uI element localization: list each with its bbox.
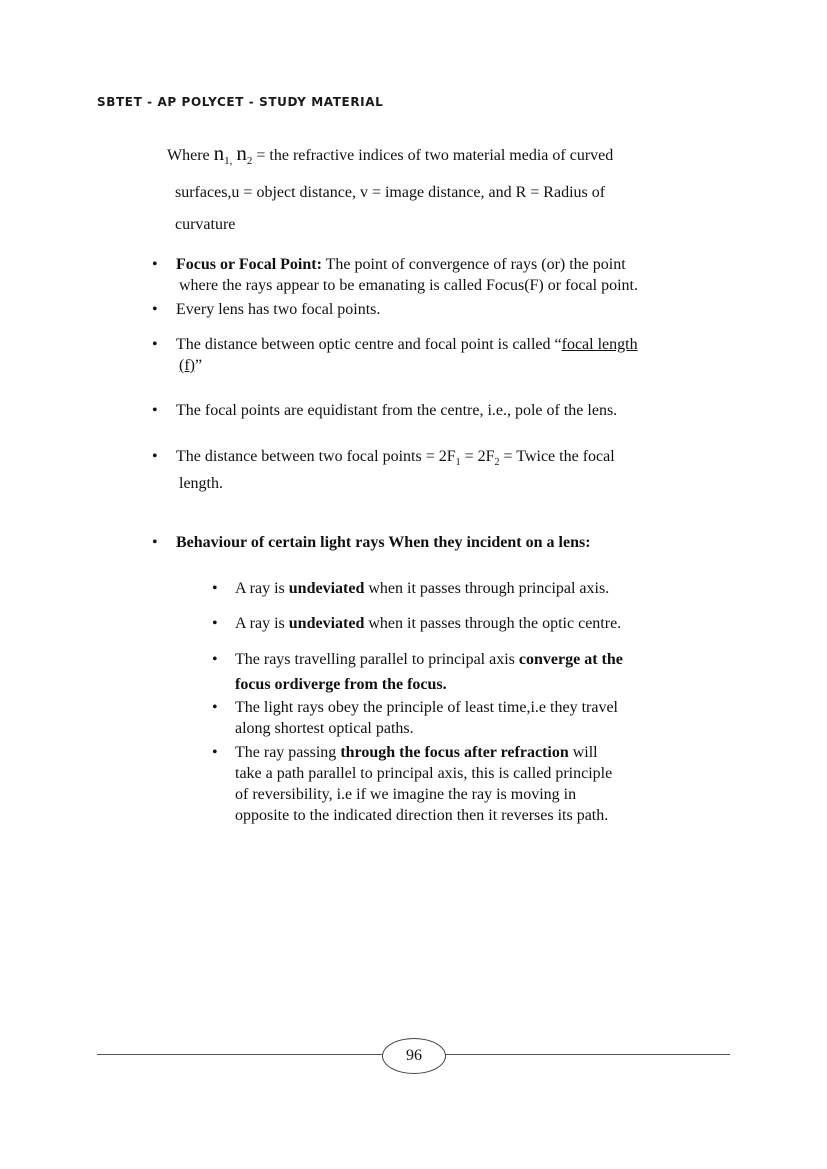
- bullet-icon: •: [152, 402, 158, 419]
- sub-bullet-parallel-rays: [212, 649, 672, 695]
- bullet-text-cont: length.: [179, 475, 223, 493]
- intro-line-2: surfaces,u = object distance, v = image distance, and R = Radius of: [175, 184, 606, 202]
- behaviour-heading: Behaviour of certain light rays When they incident on a lens:: [176, 534, 591, 551]
- focus-term: Focus or Focal Point:: [176, 256, 322, 273]
- undeviated-term: undeviated: [288, 615, 365, 632]
- bullet-distance: [152, 446, 692, 494]
- bullet-text: Every lens has two focal points.: [176, 301, 381, 318]
- focus-definition: The point of convergence of rays (or) the point: [321, 256, 626, 273]
- where-word: Where: [167, 147, 210, 164]
- intro-paragraph: [167, 143, 727, 235]
- bullet-two-focal-points: [152, 299, 692, 320]
- focus-refraction-term: through the focus after refraction: [340, 744, 569, 761]
- bullet-text: The distance between two focal points = 2F: [176, 448, 456, 465]
- page-number-badge: [382, 1038, 446, 1074]
- bullet-icon: •: [152, 256, 158, 273]
- sub-text-cont: along shortest optical paths.: [235, 720, 414, 737]
- focal-length-term: focal length: [561, 336, 638, 353]
- sub-text: A ray is: [235, 580, 289, 597]
- bullet-text: The focal points are equidistant from the centre, i.e., pole of the lens.: [176, 402, 618, 419]
- page-number: 96: [406, 1047, 422, 1064]
- n2-subscript: 2: [246, 155, 253, 168]
- bullet-icon: •: [212, 580, 218, 597]
- sub-text: The rays travelling parallel to principal axis: [235, 651, 519, 668]
- f1-subscript: 1: [455, 457, 461, 469]
- closing-quote: ”: [194, 357, 203, 374]
- undeviated-term: undeviated: [288, 580, 365, 597]
- footer-rule-left: [97, 1054, 384, 1055]
- sub-text: when it passes through the optic centre.: [364, 615, 622, 632]
- bullet-icon: •: [152, 534, 158, 551]
- intro-line-1: [167, 143, 727, 171]
- n-symbol: n: [236, 141, 247, 165]
- bullet-focus: [152, 254, 692, 296]
- intro-line-1-text: = the refractive indices of two material media of curved: [256, 147, 614, 164]
- f2-subscript: 2: [494, 457, 500, 469]
- bullet-text: = 2F: [460, 448, 495, 465]
- sub-text: The ray passing: [235, 744, 341, 761]
- converge-term: converge at the: [518, 651, 623, 668]
- bullet-icon: •: [152, 301, 158, 318]
- bullet-icon: •: [152, 448, 158, 465]
- bullet-focal-length: [152, 334, 692, 376]
- sub-bullet-least-time: [212, 697, 672, 739]
- diverge-term: focus ordiverge from the focus.: [235, 676, 447, 693]
- bullet-equidistant: [152, 400, 692, 421]
- focus-definition-cont: where the rays appear to be emanating is called Focus(F) or focal point.: [179, 277, 638, 294]
- bullet-behaviour-heading: [152, 532, 692, 553]
- sub-text-cont: take a path parallel to principal axis, this is called principle: [235, 765, 613, 782]
- sub-text: A ray is: [235, 615, 289, 632]
- sub-text-cont: of reversibility, i.e if we imagine the ray is moving in: [235, 786, 577, 803]
- bullet-icon: •: [212, 615, 218, 632]
- sub-bullet-reversibility: [212, 742, 672, 826]
- sub-bullet-principal-axis: [212, 578, 672, 599]
- sub-text: The light rays obey the principle of least time,i.e they travel: [235, 699, 618, 716]
- bullet-icon: •: [212, 651, 218, 668]
- bullet-icon: •: [212, 699, 218, 716]
- bullet-text: The distance between optic centre and focal point is called “: [176, 336, 562, 353]
- intro-line-3: curvature: [175, 216, 236, 234]
- sub-text-cont: opposite to the indicated direction then it reverses its path.: [235, 807, 609, 824]
- footer-rule-right: [443, 1054, 730, 1055]
- n1-subscript: 1,: [224, 155, 233, 168]
- bullet-text: = Twice the focal: [499, 448, 615, 465]
- bullet-icon: •: [152, 336, 158, 353]
- sub-bullet-optic-centre: [212, 613, 672, 634]
- bullet-icon: •: [212, 744, 218, 761]
- focal-length-symbol: (f): [179, 357, 195, 374]
- sub-text: will: [568, 744, 598, 761]
- document-header: SBTET - AP POLYCET - STUDY MATERIAL: [97, 95, 384, 109]
- sub-text: when it passes through principal axis.: [364, 580, 610, 597]
- n-symbol: n: [213, 141, 225, 165]
